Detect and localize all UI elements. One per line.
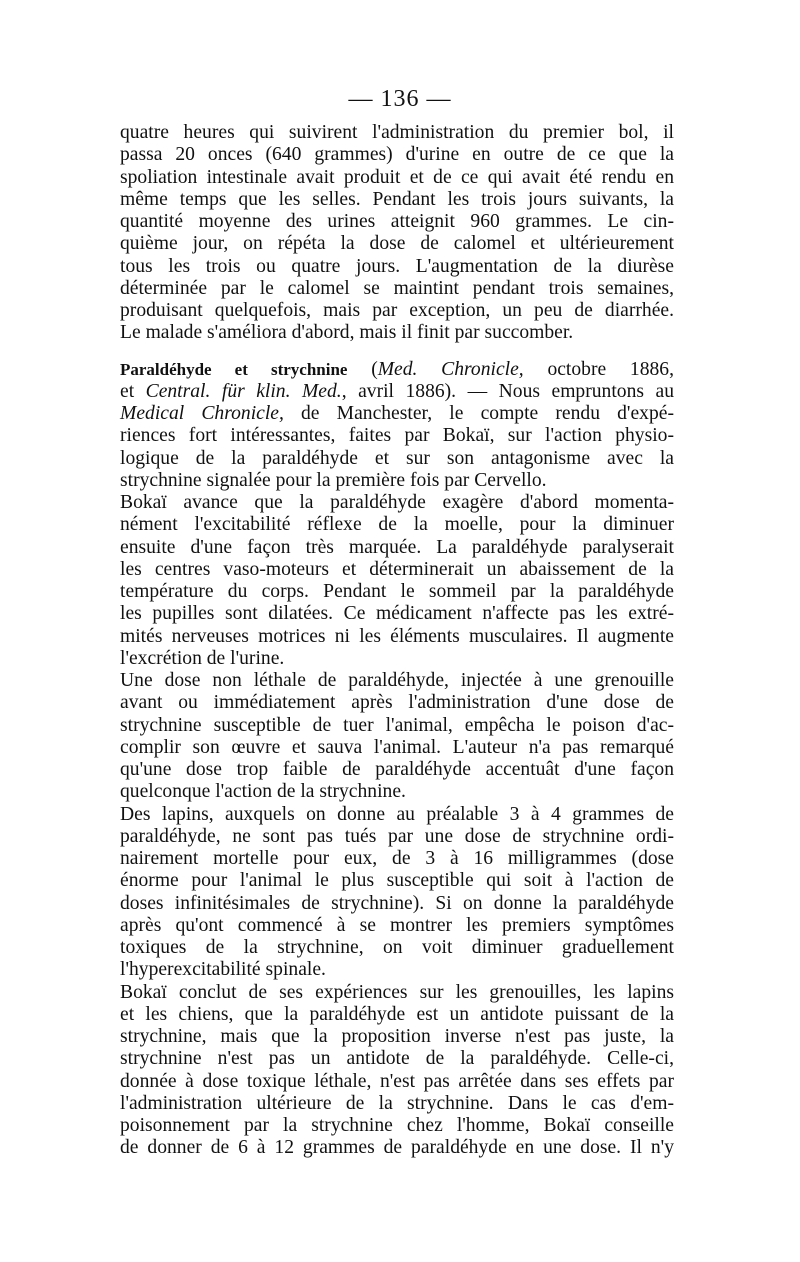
text-line: mités nerveuses motrices ni les éléments musculaires. Il augmente [120, 625, 674, 647]
paragraph [120, 982, 674, 1160]
text-line: tous les trois ou quatre jours. L'augmentation de la diurèse [120, 255, 674, 277]
text-line: strychnine n'est pas un antidote de la paraldéhyde. Celle-ci, [120, 1048, 674, 1070]
text-line: l'hyperexcitabilité spinale. [120, 959, 326, 981]
text-line: même temps que les selles. Pendant les trois jours suivants, la [120, 188, 674, 210]
text-line: après qu'ont commencé à se montrer les premiers symptômes [120, 914, 674, 936]
text-line: énorme pour l'animal le plus susceptible qui soit à l'action de [120, 870, 674, 892]
text-line: Le malade s'améliora d'abord, mais il finit par succomber. [120, 322, 574, 344]
text-line: déterminée par le calomel se maintint pendant trois semaines, [120, 277, 674, 299]
text-line: nément l'excitabilité réflexe de la moelle, pour la diminuer [120, 514, 674, 536]
paragraph [120, 670, 674, 804]
body-text [120, 122, 674, 1160]
article-intro [120, 359, 674, 493]
conjunction: et [120, 380, 146, 402]
text-line: Une dose non léthale de paraldéhyde, injectée à une grenouille [120, 670, 674, 691]
text-fragment: , avril 1886). — Nous empruntons au [341, 380, 674, 402]
text-line: nairement mortelle pour eux, de 3 à 16 milligrammes (dose [120, 848, 674, 869]
text-line: quatre heures qui suivirent l'administration du premier bol, il [120, 122, 674, 143]
text-line: Bokaï conclut de ses expériences sur les grenouilles, les lapins [120, 981, 674, 1003]
text-fragment: de Manchester, le compte rendu d'expé- [283, 403, 674, 424]
text-line: avant ou immédiatement après l'administration d'une dose de [120, 692, 674, 714]
text-line: poisonnement par la strychnine chez l'homme, Bokaï conseille [120, 1115, 674, 1136]
text-line: passa 20 onces (640 grammes) d'urine en outre de ce que la [120, 144, 674, 166]
paragraph [120, 492, 674, 670]
text-line: spoliation intestinale avait produit et de ce qui avait été rendu en [120, 166, 674, 188]
text-line [120, 403, 674, 425]
paragraph-continuation [120, 122, 674, 345]
text-line: l'excrétion de l'urine. [120, 647, 285, 669]
text-line: paraldéhyde, ne sont pas tués par une dose de strychnine ordi- [120, 825, 674, 847]
text-line: toxiques de la strychnine, on voit diminuer graduellement [120, 937, 674, 958]
text-line: Des lapins, auxquels on donne au préalable 3 à 4 grammes de [120, 803, 674, 825]
text-line: quième jour, on répéta la dose de calomel et ultérieurement [120, 233, 674, 255]
text-line: l'administration ultérieure de la strychnine. Dans le cas d'em- [120, 1092, 674, 1114]
text-line: complir son œuvre et sauva l'animal. L'auteur n'a pas remarqué [120, 736, 674, 758]
journal-name: Medical Chronicle, [120, 403, 284, 424]
text-line: doses infinitésimales de strychnine). Si on donne la paraldéhyde [120, 892, 674, 914]
text-line: strychnine, mais que la proposition inverse n'est pas juste, la [120, 1026, 674, 1047]
text-line: les pupilles sont dilatées. Ce médicament n'affecte pas les extré- [120, 603, 674, 625]
text-line: quelconque l'action de la strychnine. [120, 781, 406, 803]
section-gap [120, 345, 674, 359]
text-line: donnée à dose toxique léthale, n'est pas arrêtée dans ses effets par [120, 1070, 674, 1092]
text-line: température du corps. Pendant le sommeil par la paraldéhyde [120, 581, 674, 602]
text-line: de donner de 6 à 12 grammes de paraldéhyde en une dose. Il n'y [120, 1137, 674, 1159]
journal-name: Central. für klin. Med. [145, 380, 342, 402]
text-line: riences fort intéressantes, faites par Bokaï, sur l'action physio- [120, 425, 674, 447]
text-line: strychnine signalée pour la première fois par Cervello. [120, 469, 547, 491]
paragraph [120, 804, 674, 982]
text-line [120, 359, 674, 381]
text-line: logique de la paraldéhyde et sur son antagonisme avec la [120, 447, 674, 469]
text-line: quantité moyenne des urines atteignit 960 grammes. Le cin- [120, 211, 674, 232]
text-line: et les chiens, que la paraldéhyde est un antidote puissant de la [120, 1003, 674, 1025]
text-line: strychnine susceptible de tuer l'animal, empêcha le poison d'ac- [120, 714, 674, 736]
journal-name: Med. Chronicle, [377, 358, 524, 380]
page-number: — 136 — [348, 86, 452, 112]
text-line [120, 381, 674, 403]
text-line: les centres vaso-moteurs et déterminerait un abaissement de la [120, 558, 674, 580]
journal-date: octobre 1886, [523, 358, 674, 380]
text-line: Bokaï avance que la paraldéhyde exagère d'abord momenta- [120, 492, 674, 513]
text-line: qu'une dose trop faible de paraldéhyde accentuât d'une façon [120, 759, 674, 780]
ref-open: ( [371, 358, 378, 380]
text-line: produisant quelquefois, mais par exception, un peu de diarrhée. [120, 300, 674, 321]
text-line: ensuite d'une façon très marquée. La paraldéhyde paralyserait [120, 536, 674, 558]
article-heading: Paraldéhyde et strychnine [120, 359, 348, 379]
